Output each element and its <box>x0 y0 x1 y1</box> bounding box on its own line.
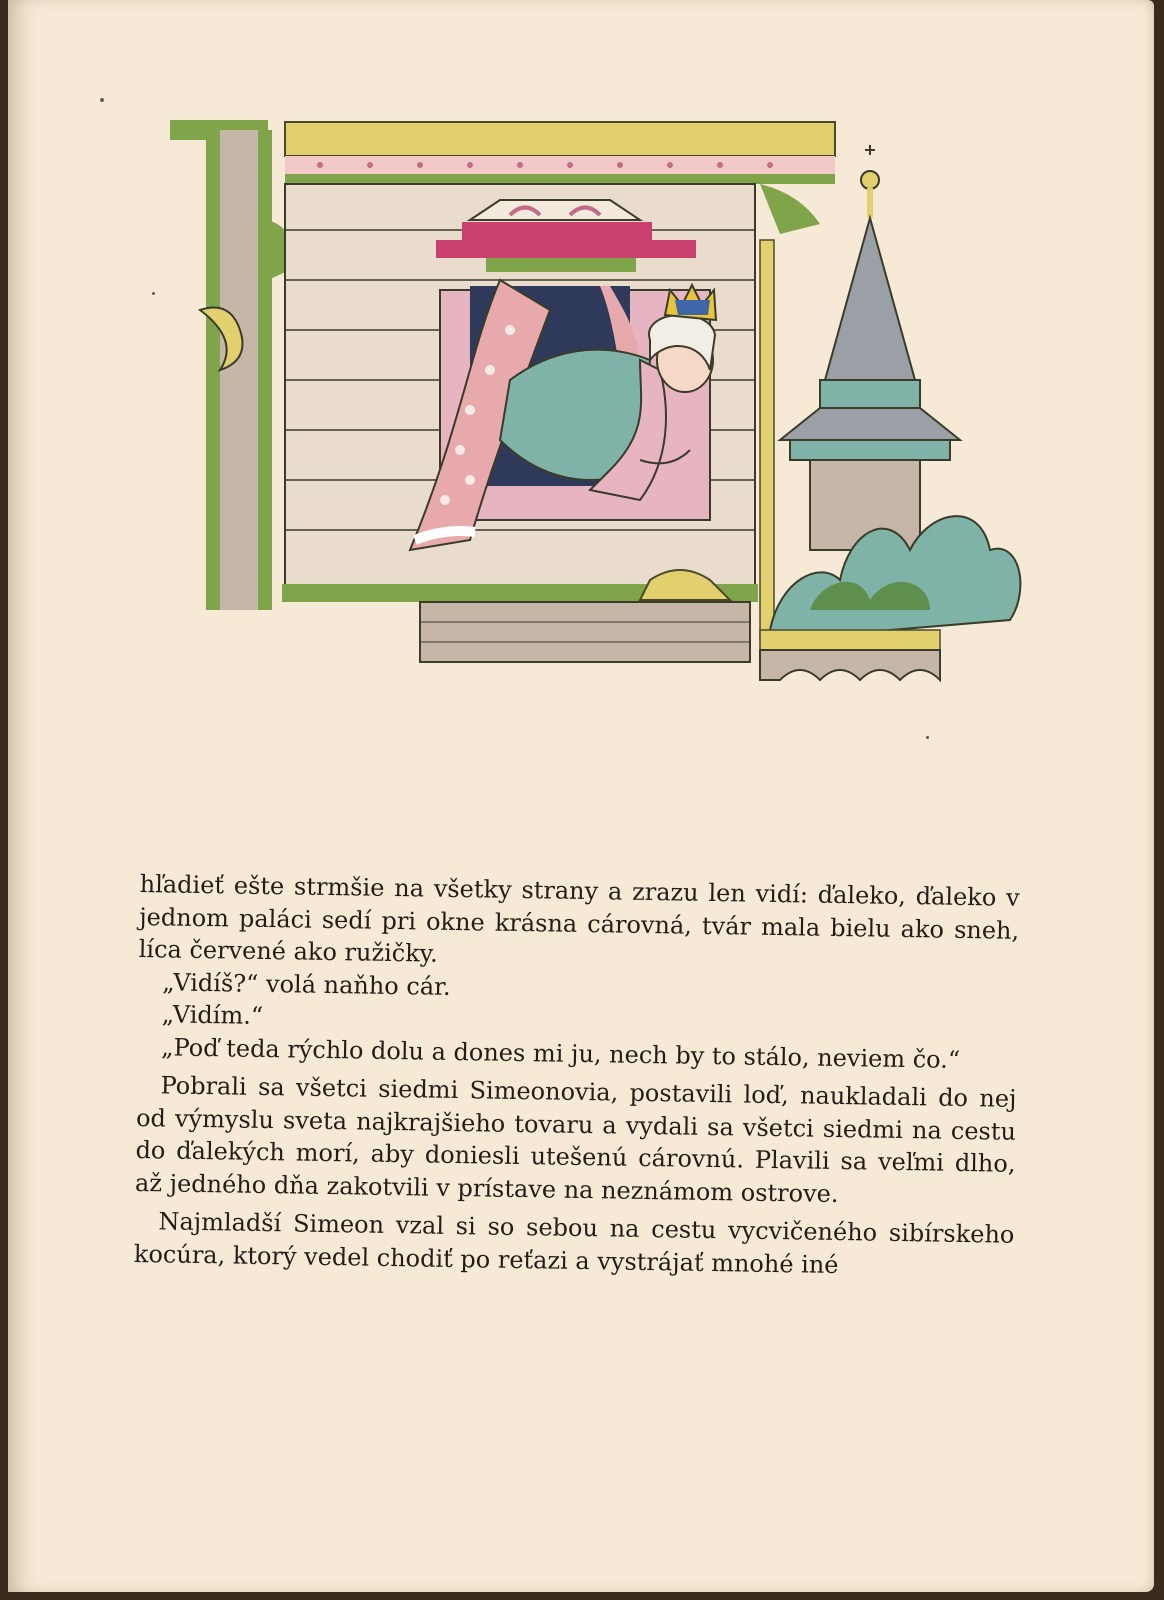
paper-speck <box>100 98 104 102</box>
story-paragraph: „Vidíš?“ volá naňho cár. <box>161 967 451 1001</box>
story-paragraph: Pobrali sa všetci siedmi Simeonovia, postavili loď, naukladali do nej od výmyslu sveta najkrajšieho tovaru a vydali sa všetci siedmi na cestu do ďalekých morí, aby doniesli utešenú cárovnú. Plavili sa veľmi dlho, až jedného dňa zakotvili v prístave na neznámom ostrove. <box>134 1071 1017 1208</box>
queen-at-window-icon <box>170 110 1030 700</box>
paper-speck <box>926 736 929 739</box>
story-paragraph: „Vidím.“ <box>161 1000 264 1030</box>
paper-speck <box>152 292 155 295</box>
illustration-queen-at-window <box>170 110 1030 700</box>
story-paragraph: „Poď teda rýchlo dolu a dones mi ju, nech by to stálo, neviem čo.“ <box>160 1032 961 1074</box>
story-paragraph: hľadieť ešte strmšie na všetky strany a zrazu len vidí: ďaleko, ďaleko v jednom paláci sedí pri okne krásna cárovná, tvár mala bielu ako sneh, líca červené ako ružičky. <box>138 869 1020 968</box>
story-paragraph: Najmladší Simeon vzal si so sebou na cestu vycvičeného sibírskeho kocúra, ktorý vedel chodiť po reťazi a vystrájať mnohé iné <box>133 1207 1015 1279</box>
story-text <box>134 868 1020 1284</box>
